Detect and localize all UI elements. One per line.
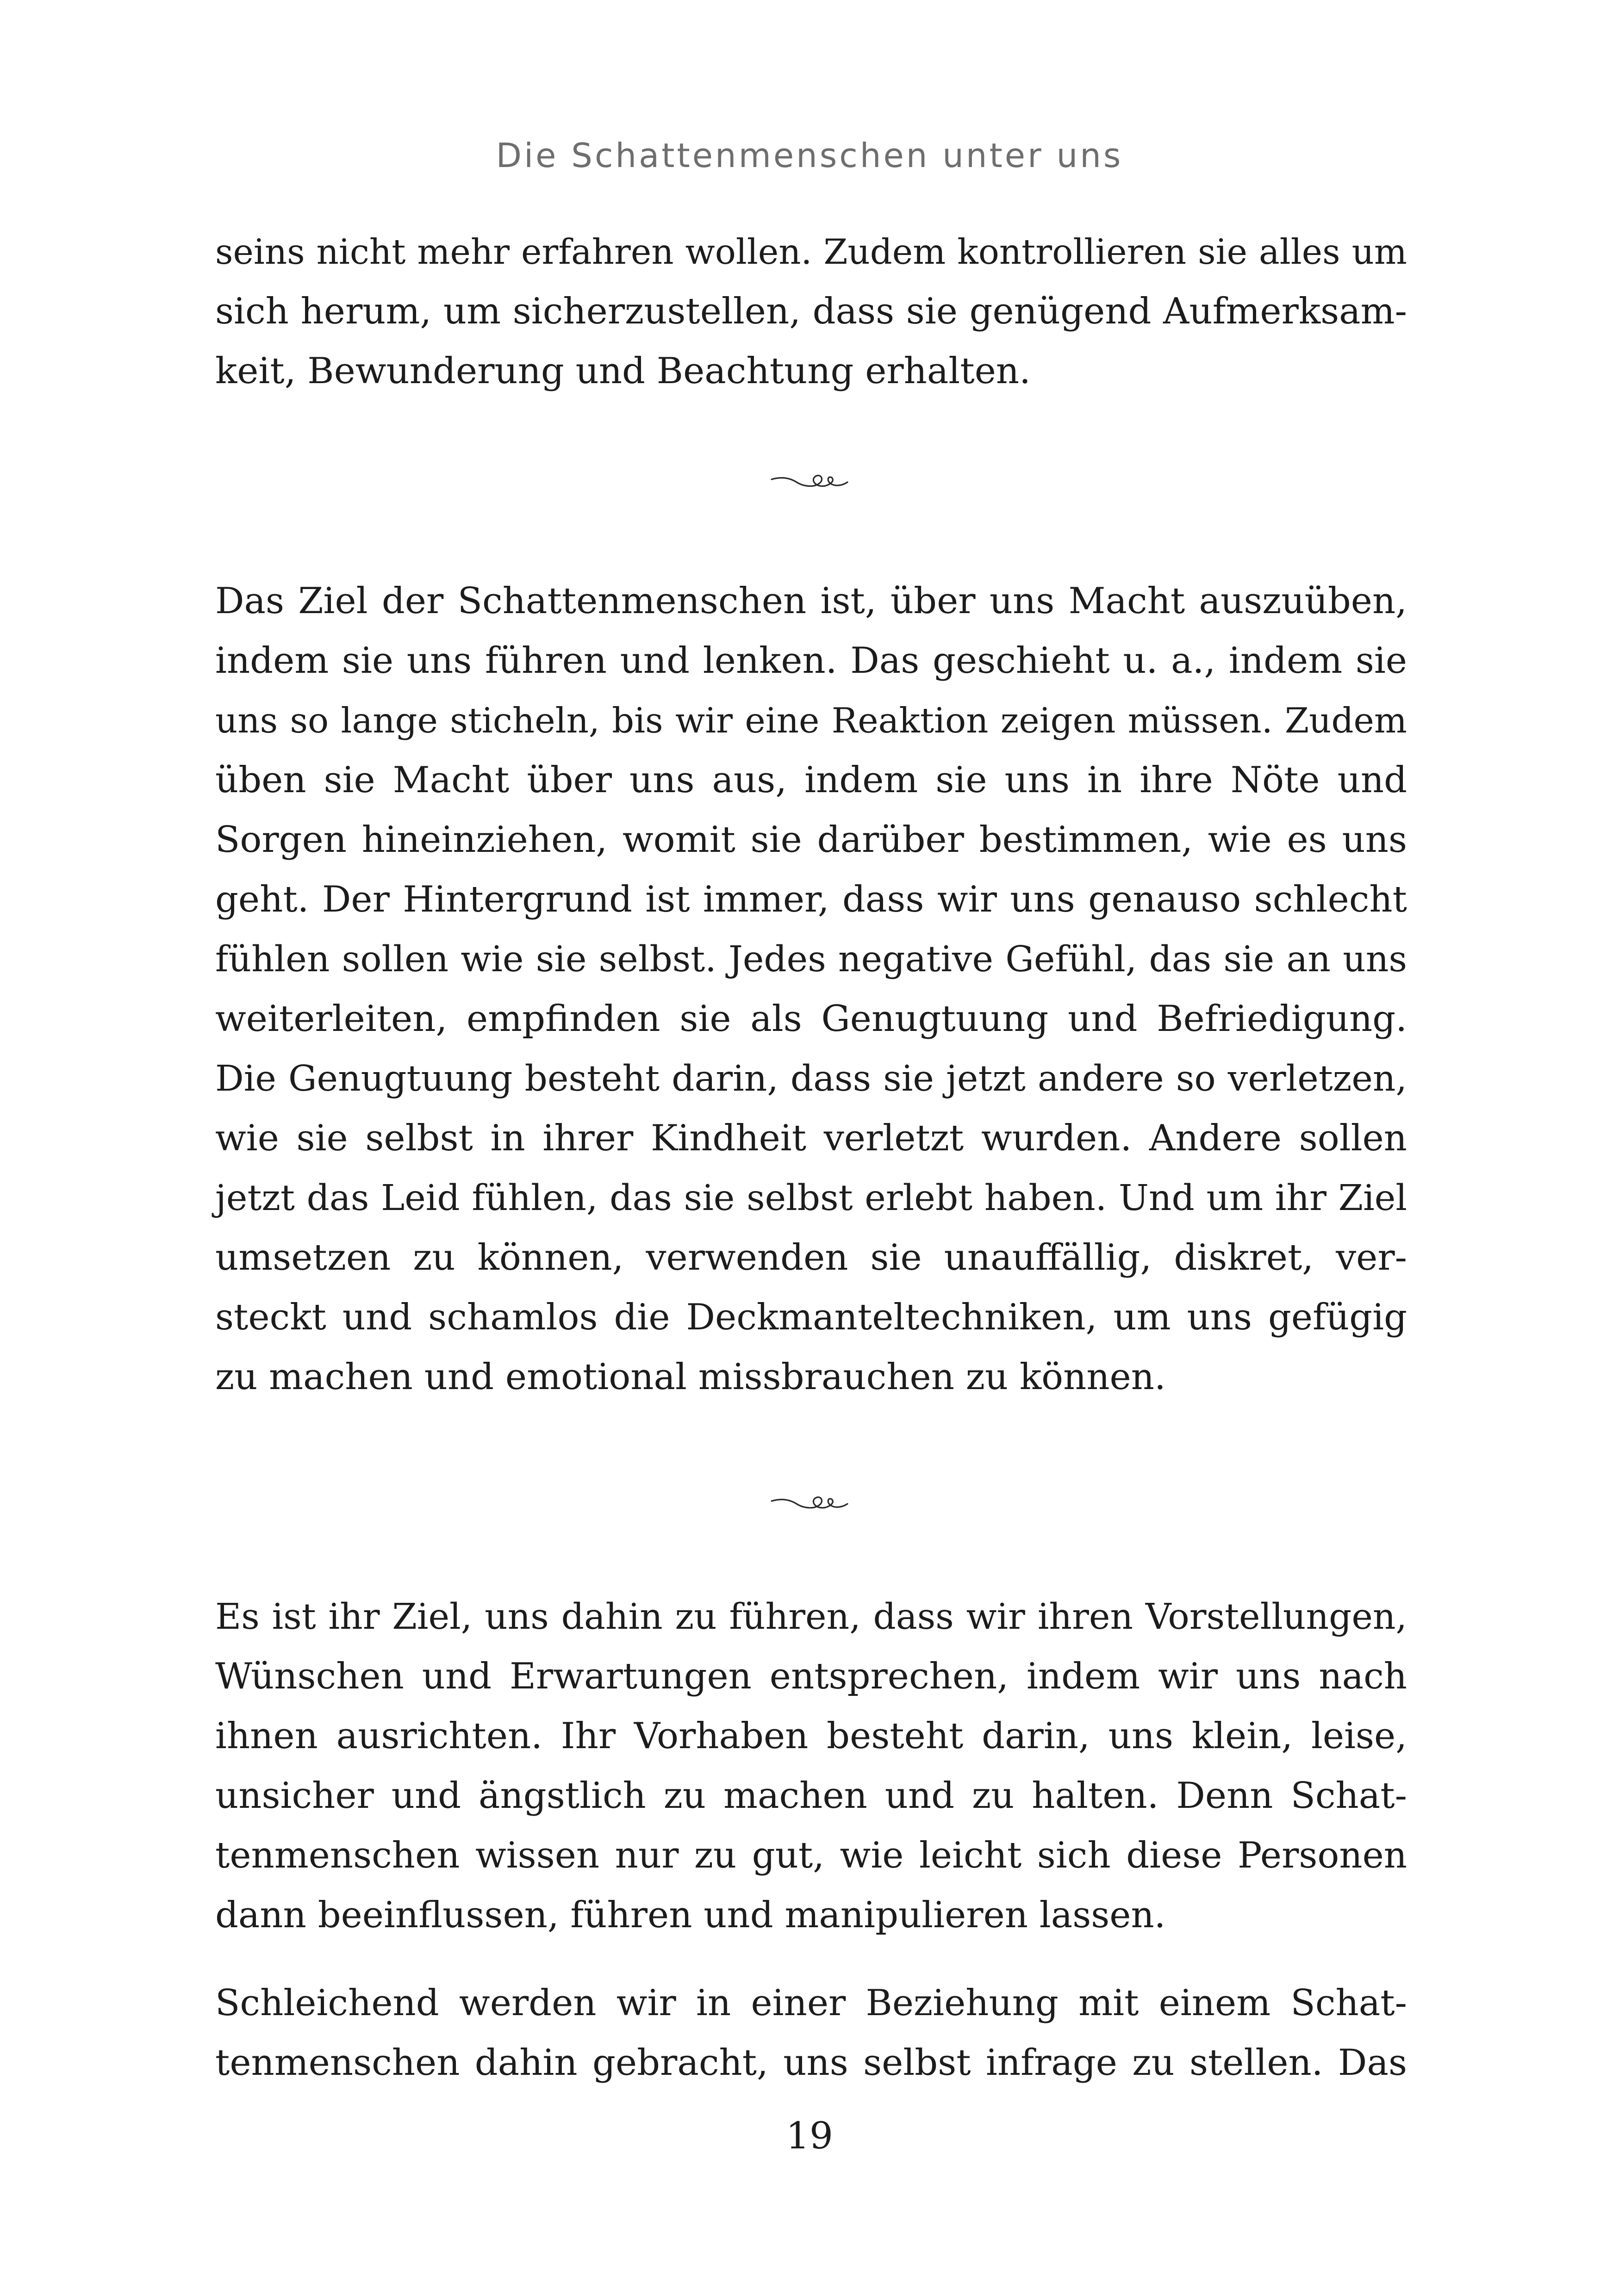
text-line: tenmenschen wissen nur zu gut, wie leicht sich diese Personen (215, 1835, 1407, 1876)
text-line: jetzt das Leid fühlen, das sie selbst erlebt haben. Und um ihr Ziel (215, 1178, 1407, 1219)
text-line: umsetzen zu können, verwenden sie unauffällig, diskret, ver- (215, 1237, 1407, 1278)
text-line: steckt und schamlos die Deckmanteltechniken, um uns gefügig (215, 1297, 1407, 1338)
text-line: Schleichend werden wir in einer Beziehung mit einem Schat- (215, 1982, 1407, 2024)
text-line: Es ist ihr Ziel, uns dahin zu führen, dass wir ihren Vorstellungen, (215, 1596, 1407, 1638)
text-line: Die Genugtuung besteht darin, dass sie jetzt andere so verletzen, (215, 1058, 1407, 1099)
text-line: geht. Der Hintergrund ist immer, dass wir uns genauso schlecht (215, 879, 1407, 920)
text-line: zu machen und emotional missbrauchen zu können. (215, 1356, 1166, 1398)
text-line: Sorgen hineinziehen, womit sie darüber bestimmen, wie es uns (215, 819, 1407, 861)
text-line: fühlen sollen wie sie selbst. Jedes negative Gefühl, das sie an uns (215, 939, 1407, 980)
text-line: Das Ziel der Schattenmenschen ist, über uns Macht auszuüben, (215, 580, 1407, 622)
text-line: unsicher und ängstlich zu machen und zu halten. Denn Schat- (215, 1775, 1407, 1817)
text-line: ihnen ausrichten. Ihr Vorhaben besteht darin, uns klein, leise, (215, 1715, 1407, 1757)
text-line: wie sie selbst in ihrer Kindheit verletzt wurden. Andere sollen (215, 1117, 1407, 1159)
text-line: weiterleiten, empfinden sie als Genugtuung und Befriedigung. (215, 998, 1407, 1040)
paragraph-1 (215, 222, 1407, 401)
paragraph-2 (215, 571, 1407, 1407)
page-number: 19 (786, 2114, 833, 2157)
text-line: tenmenschen dahin gebracht, uns selbst infrage zu stellen. Das (215, 2042, 1407, 2084)
running-head: Die Schattenmenschen unter uns (496, 136, 1123, 175)
text-line: Wünschen und Erwartungen entsprechen, indem wir uns nach (215, 1656, 1407, 1697)
text-line: dann beeinflussen, führen und manipulieren lassen. (215, 1894, 1166, 1936)
text-line: seins nicht mehr erfahren wollen. Zudem kontrollieren sie alles um (215, 231, 1407, 272)
text-line: keit, Bewunderung und Beachtung erhalten. (215, 350, 1031, 392)
paragraph-4 (215, 1973, 1407, 2093)
paragraph-3 (215, 1587, 1407, 1945)
text-line: indem sie uns führen und lenken. Das geschieht u. a., indem sie (215, 640, 1407, 682)
flourish-ornament-icon (770, 467, 849, 495)
text-line: uns so lange sticheln, bis wir eine Reaktion zeigen müssen. Zudem (215, 700, 1407, 741)
text-line: sich herum, um sicherzustellen, dass sie genügend Aufmerksam- (215, 291, 1407, 332)
text-line: üben sie Macht über uns aus, indem sie uns in ihre Nöte und (215, 759, 1407, 801)
flourish-ornament-icon (770, 1489, 849, 1517)
